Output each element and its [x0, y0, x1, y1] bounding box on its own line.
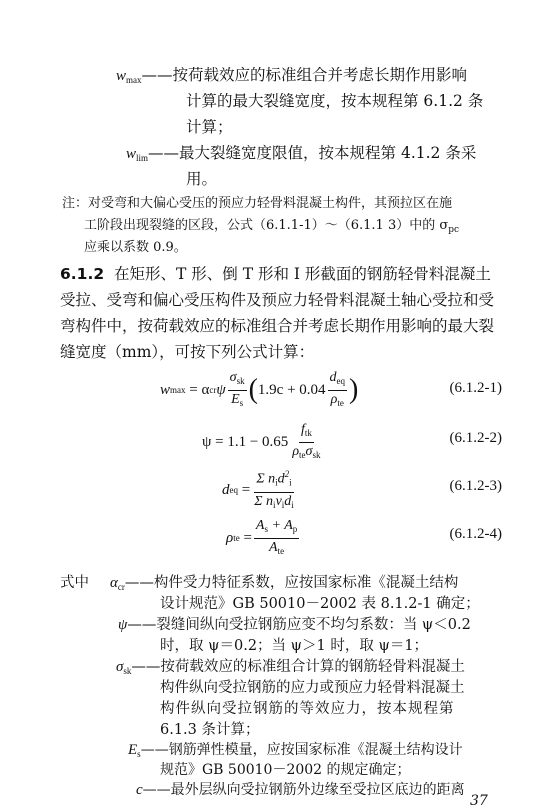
- section-line2: 受拉、受弯和偏心受压构件及预应力轻骨料混凝土轴心受拉和受: [60, 291, 495, 309]
- equation-6-1-2-3: d eq = $\frac{\Sigma n_id^2_i}{\Sigma n_i\nu_id_i}$: [222, 468, 298, 512]
- equation-6-1-2-2: ψ = 1.1 − 0.65 $\frac{f_{tk}}{\rho_{te}\sigma_{sk}}$: [202, 421, 321, 460]
- def-wmax-line1: $w_{max}——$按荷载效应的标准组合并考虑长期作用影响: [116, 66, 468, 85]
- equation-number-1: (6.1.2-1): [449, 380, 502, 396]
- note-line3: 应乘以系数 0.9。: [84, 240, 187, 255]
- def-psi-line2: 时，取 ψ＝0.2；当 ψ＞1 时，取 ψ＝1；: [160, 638, 429, 654]
- page-number: 37: [470, 793, 488, 809]
- def-wlim-line1: $w_{lim}——$最大裂缝宽度限值，按本规程第 4.1.2 条采: [126, 144, 477, 163]
- section-number: 6.1.2: [60, 265, 105, 283]
- def-sigma-line1: $\sigma_{sk}——$按荷载效应的标准组合计算的钢筋轻骨料混凝土: [116, 659, 465, 676]
- def-wmax-line3: 计算；: [186, 118, 233, 136]
- symbol-psi: ψ: [118, 617, 128, 633]
- equation-6-1-2-1: w max = α cr ψ $\frac{\sigma_{sk}}{E_s}$ ( 1.9c + 0.04 $\frac{d_{eq}}{\rho_{te}}$ ): [160, 369, 359, 408]
- equation-number-2: (6.1.2-2): [449, 430, 502, 446]
- def-es-line2: 规范》GB 50010－2002 的规定确定；: [160, 762, 411, 778]
- def-sigma-line3: 构件纵向受拉钢筋的等效应力，按本规程第: [160, 701, 455, 717]
- note-line1: 注：对受弯和大偏心受压的预应力轻骨料混凝土构件，其预拉区在施: [62, 196, 453, 211]
- symbol-wlim: $w_{lim}$: [126, 146, 149, 163]
- section-line1: 6.1.2 在矩形、T 形、倒 T 形和 I 形截面的钢筋轻骨料混凝土: [60, 265, 491, 283]
- definitions-label: 式中: [60, 575, 89, 591]
- def-sigma-line4: 6.1.3 条计算；: [160, 722, 260, 738]
- def-wlim-line2: 用。: [186, 170, 218, 188]
- symbol-wmax: $w_{max}$: [116, 68, 142, 85]
- def-sigma-line2: 构件纵向受拉钢筋的应力或预应力轻骨料混凝土: [160, 680, 465, 696]
- section-line3: 弯构件中，按荷载效应的标准组合并考虑长期作用影响的最大裂: [60, 317, 495, 335]
- def-es-line1: $E_s——$钢筋弹性模量，应按国家标准《混凝土结构设计: [128, 742, 463, 759]
- def-psi-line1: ψ——裂缝间纵向受拉钢筋应变不均匀系数：当 ψ＜0.2: [118, 617, 471, 633]
- equation-number-3: (6.1.2-3): [449, 478, 502, 494]
- def-c-line1: c——最外层纵向受拉钢筋外边缘至受拉区底边的距离: [136, 782, 465, 798]
- equation-number-4: (6.1.2-4): [449, 526, 502, 542]
- def-alpha-line1: $\alpha_{cr}——$构件受力特征系数，应按国家标准《混凝土结构: [110, 575, 459, 592]
- equation-6-1-2-4: ρ te = $\frac{A_s + A_p}{A_{te}}$: [226, 517, 298, 556]
- symbol-c: c: [136, 782, 143, 798]
- symbol-es: $E_s$: [128, 742, 141, 759]
- note-line2: 工阶段出现裂缝的区段，公式（6.1.1-1）～（6.1.1 3）中的 $\sigma_{pc}$: [84, 218, 460, 235]
- symbol-alpha-cr: $\alpha_{cr}$: [110, 575, 125, 592]
- def-wmax-line2: 计算的最大裂缝宽度，按本规程第 6.1.2 条: [186, 92, 484, 110]
- def-alpha-line2: 设计规范》GB 50010－2002 表 8.1.2-1 确定；: [160, 596, 480, 612]
- section-line4: 缝宽度（mm），可按下列公式计算：: [60, 343, 315, 361]
- symbol-sigma-sk: $\sigma_{sk}$: [116, 659, 132, 676]
